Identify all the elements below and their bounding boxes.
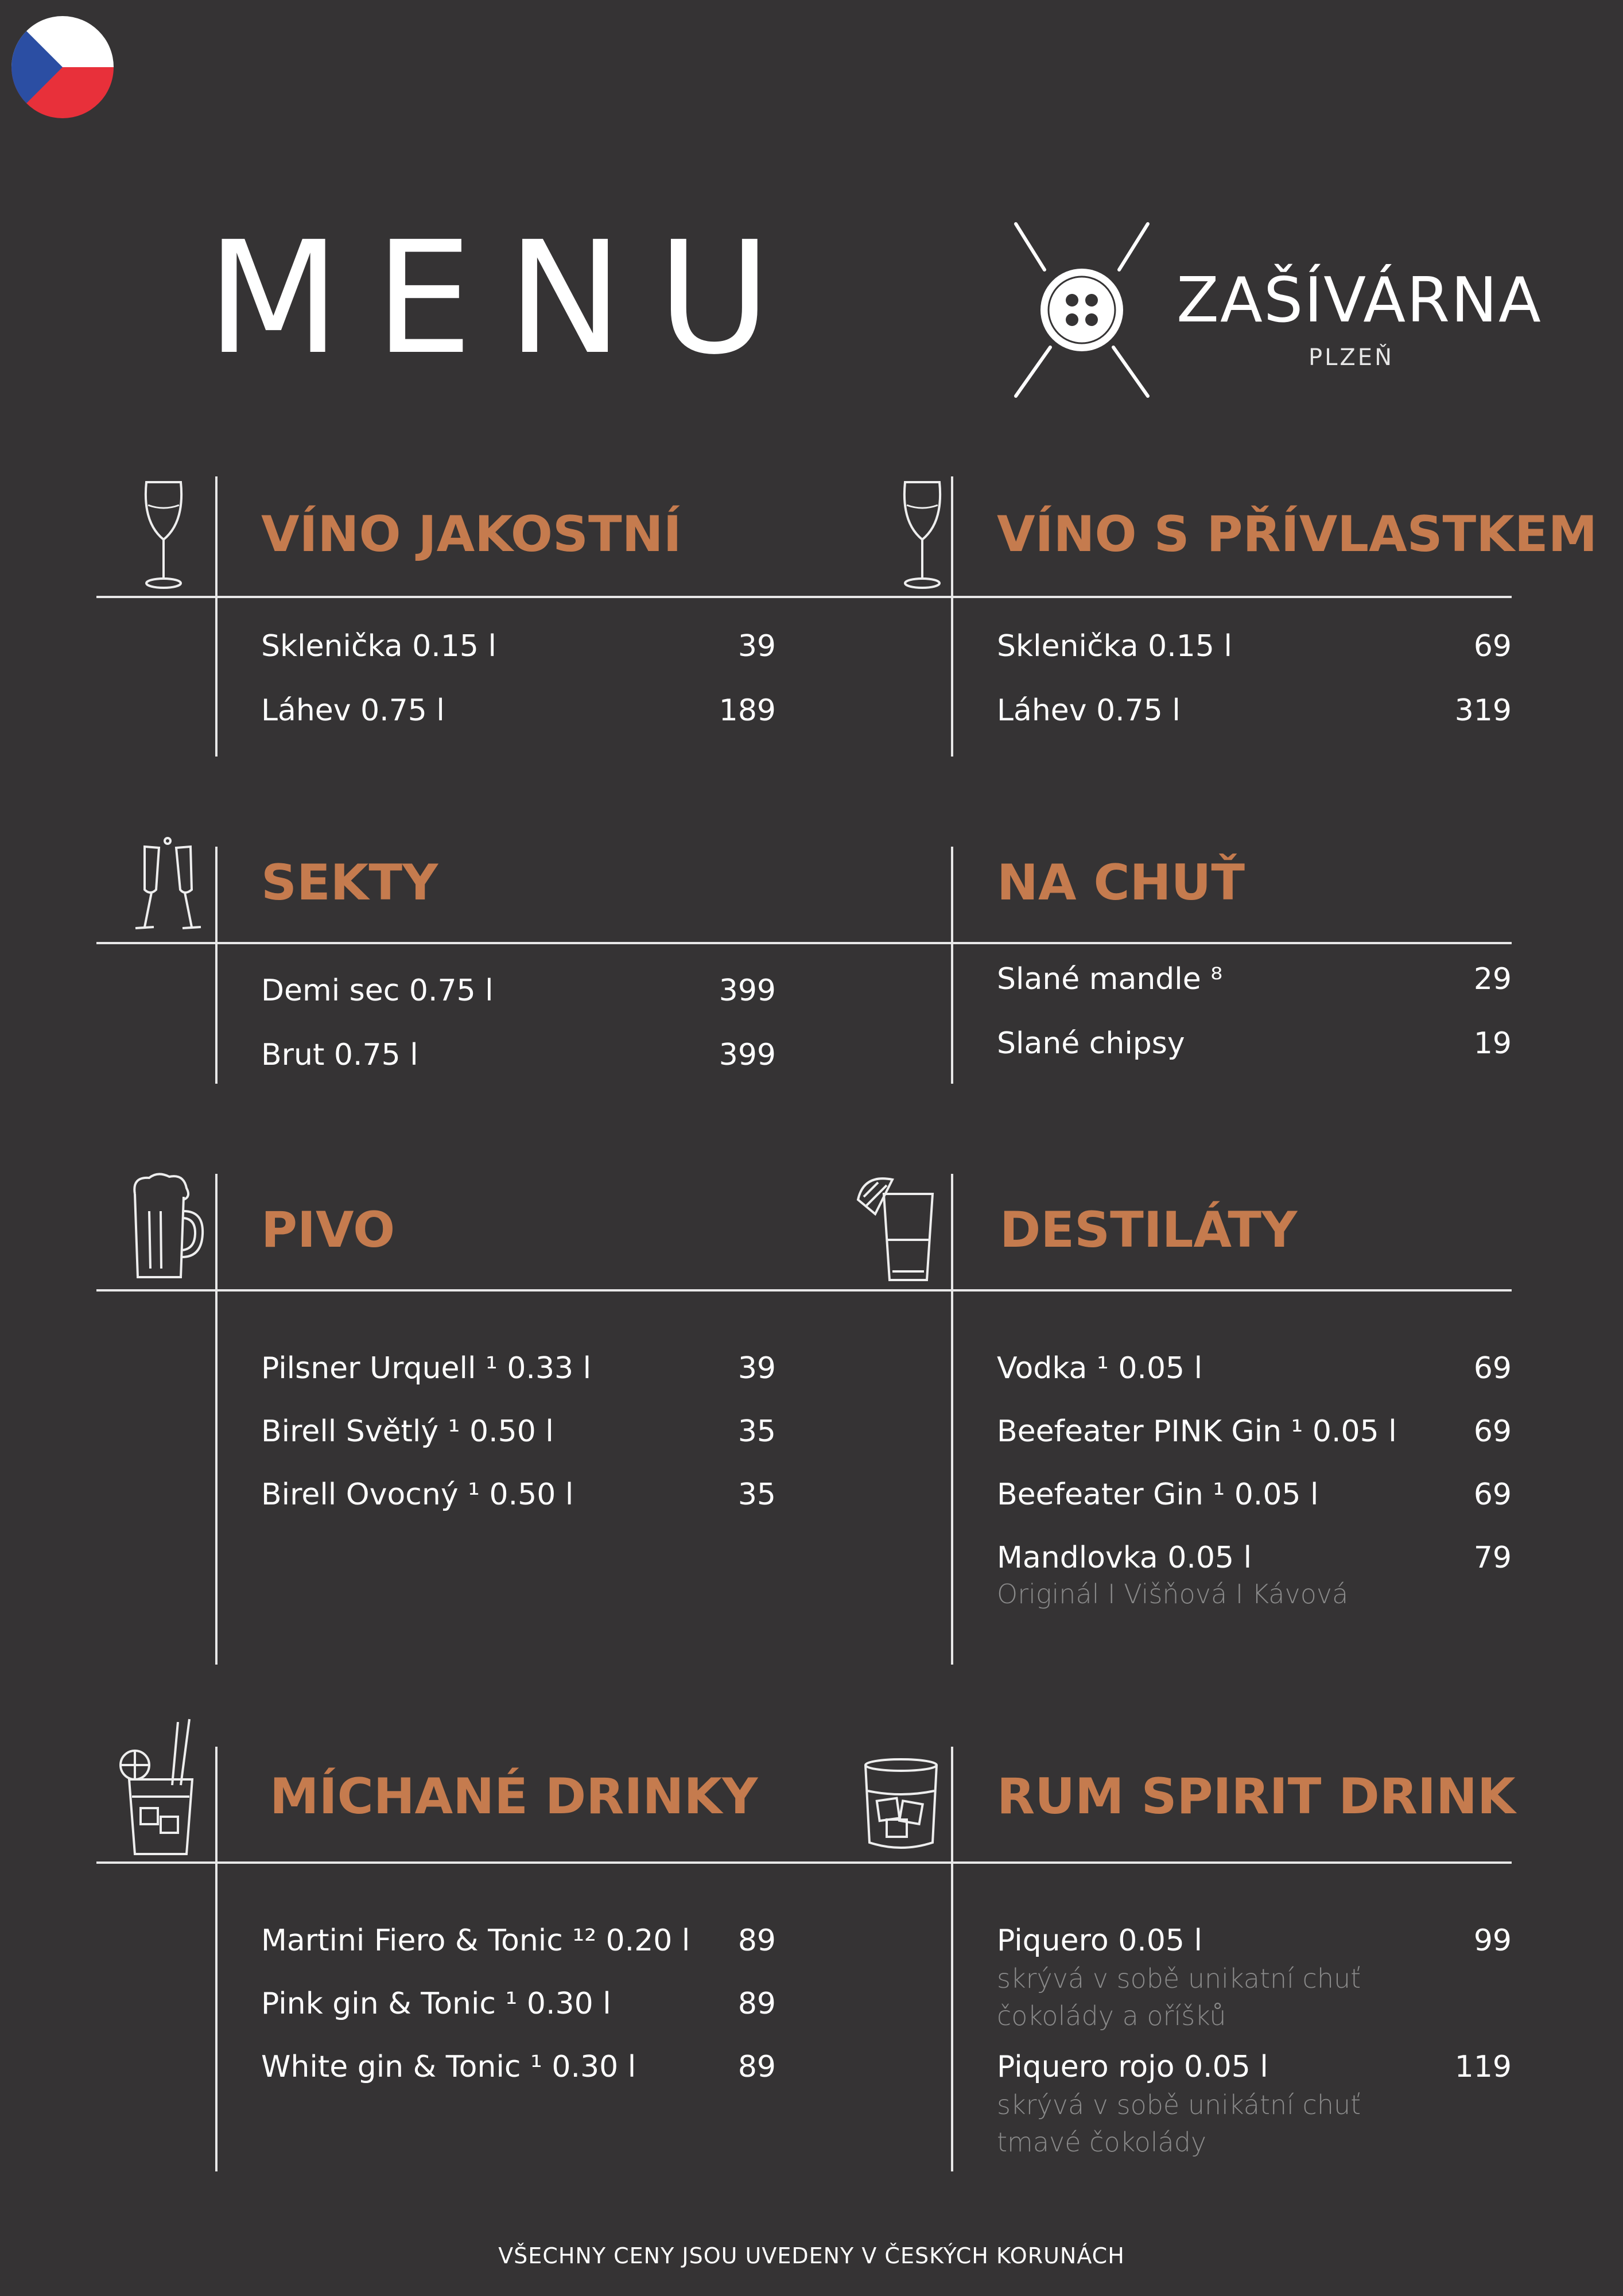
menu-item-price: 69	[1473, 629, 1512, 664]
menu-item-price: 119	[1454, 2050, 1512, 2084]
menu-item-name: Piquero rojo 0.05 l	[997, 2050, 1268, 2084]
menu-item-name: Slané chipsy	[997, 1026, 1185, 1061]
menu-item-price: 19	[1473, 1026, 1512, 1061]
menu-item-description: čokolády a oříšků	[997, 2000, 1226, 2031]
menu-item-name: White gin & Tonic ¹ 0.30 l	[261, 2050, 636, 2084]
column-divider	[951, 1747, 953, 2171]
beer-mug-icon	[123, 1171, 209, 1286]
column-divider	[951, 847, 953, 1084]
menu-item-name: Sklenička 0.15 l	[997, 629, 1232, 664]
section-divider	[96, 1861, 1512, 1864]
menu-item-name: Demi sec 0.75 l	[261, 974, 494, 1008]
menu-item-name: Vodka ¹ 0.05 l	[997, 1351, 1203, 1386]
menu-item-name: Láhev 0.75 l	[997, 693, 1181, 728]
section-divider	[96, 596, 1512, 598]
menu-item-price: 29	[1473, 962, 1512, 996]
menu-item-name: Piquero 0.05 l	[997, 1923, 1202, 1958]
whiskey-glass-icon	[861, 1756, 941, 1854]
column-divider	[215, 847, 218, 1084]
menu-item-price: 69	[1473, 1477, 1512, 1512]
menu-item-description: Originál I Višňová I Kávová	[997, 1578, 1349, 1609]
footer-note: VŠECHNY CENY JSOU UVEDENY V ČESKÝCH KORUNÁCH	[498, 2243, 1125, 2268]
menu-item-price: 39	[737, 629, 776, 664]
menu-item-price: 99	[1473, 1923, 1512, 1958]
section-title-sekty: SEKTY	[261, 854, 438, 912]
menu-item-name: Slané mandle ⁸	[997, 962, 1223, 996]
menu-item-name: Birell Světlý ¹ 0.50 l	[261, 1414, 554, 1449]
shot-glass-lime-icon	[852, 1171, 944, 1286]
menu-item-price: 319	[1454, 693, 1512, 728]
menu-item-name: Láhev 0.75 l	[261, 693, 445, 728]
menu-item-name: Mandlovka 0.05 l	[997, 1541, 1252, 1575]
menu-item-price: 399	[719, 1038, 776, 1072]
menu-item-name: Martini Fiero & Tonic ¹² 0.20 l	[261, 1923, 690, 1958]
wine-glass-icon	[138, 476, 189, 591]
menu-item-name: Brut 0.75 l	[261, 1038, 418, 1072]
menu-item-price: 35	[737, 1477, 776, 1512]
section-title-michane-drinky: MÍCHANÉ DRINKY	[270, 1768, 758, 1825]
menu-item-name: Pink gin & Tonic ¹ 0.30 l	[261, 1987, 611, 2021]
column-divider	[951, 1174, 953, 1665]
section-title-destilaty: DESTILÁTY	[1000, 1201, 1298, 1259]
needles-button-logo-icon	[1010, 218, 1159, 402]
section-title-pivo: PIVO	[261, 1201, 395, 1259]
menu-item-name: Beefeater PINK Gin ¹ 0.05 l	[997, 1414, 1397, 1449]
menu-item-price: 189	[719, 693, 776, 728]
menu-item-price: 89	[737, 2050, 776, 2084]
section-title-vino-jakostni: VÍNO JAKOSTNÍ	[261, 506, 682, 563]
menu-item-description: skrývá v sobě unikátní chuť	[997, 2089, 1361, 2120]
wine-glass-icon	[896, 476, 948, 591]
section-title-na-chut: NA CHUŤ	[997, 854, 1245, 912]
menu-item-price: 35	[737, 1414, 776, 1449]
menu-item-price: 79	[1473, 1541, 1512, 1575]
section-divider	[96, 942, 1512, 944]
menu-item-name: Beefeater Gin ¹ 0.05 l	[997, 1477, 1319, 1512]
section-title-rum-spirit-drink: RUM SPIRIT DRINK	[997, 1768, 1516, 1825]
menu-item-name: Birell Ovocný ¹ 0.50 l	[261, 1477, 574, 1512]
page-title: MENU	[207, 208, 806, 389]
menu-item-price: 69	[1473, 1414, 1512, 1449]
menu-item-name: Pilsner Urquell ¹ 0.33 l	[261, 1351, 592, 1386]
menu-item-price: 89	[737, 1923, 776, 1958]
champagne-glasses-icon	[127, 835, 208, 936]
column-divider	[951, 476, 953, 757]
section-title-vino-s-privlastkem: VÍNO S PŘÍVLASTKEM	[997, 506, 1598, 563]
menu-item-name: Sklenička 0.15 l	[261, 629, 496, 664]
czech-flag-icon[interactable]	[11, 16, 114, 118]
menu-item-description: skrývá v sobě unikatní chuť	[997, 1963, 1361, 1994]
menu-item-price: 39	[737, 1351, 776, 1386]
menu-item-description: tmavé čokolády	[997, 2127, 1207, 2158]
cocktail-icon	[115, 1716, 207, 1860]
column-divider	[215, 476, 218, 757]
menu-item-price: 69	[1473, 1351, 1512, 1386]
brand-city: PLZEŇ	[1309, 344, 1395, 371]
menu-item-price: 399	[719, 974, 776, 1008]
column-divider	[215, 1747, 218, 2171]
column-divider	[215, 1174, 218, 1665]
section-divider	[96, 1289, 1512, 1292]
brand-name: ZAŠÍVÁRNA	[1177, 265, 1542, 336]
menu-item-price: 89	[737, 1987, 776, 2021]
